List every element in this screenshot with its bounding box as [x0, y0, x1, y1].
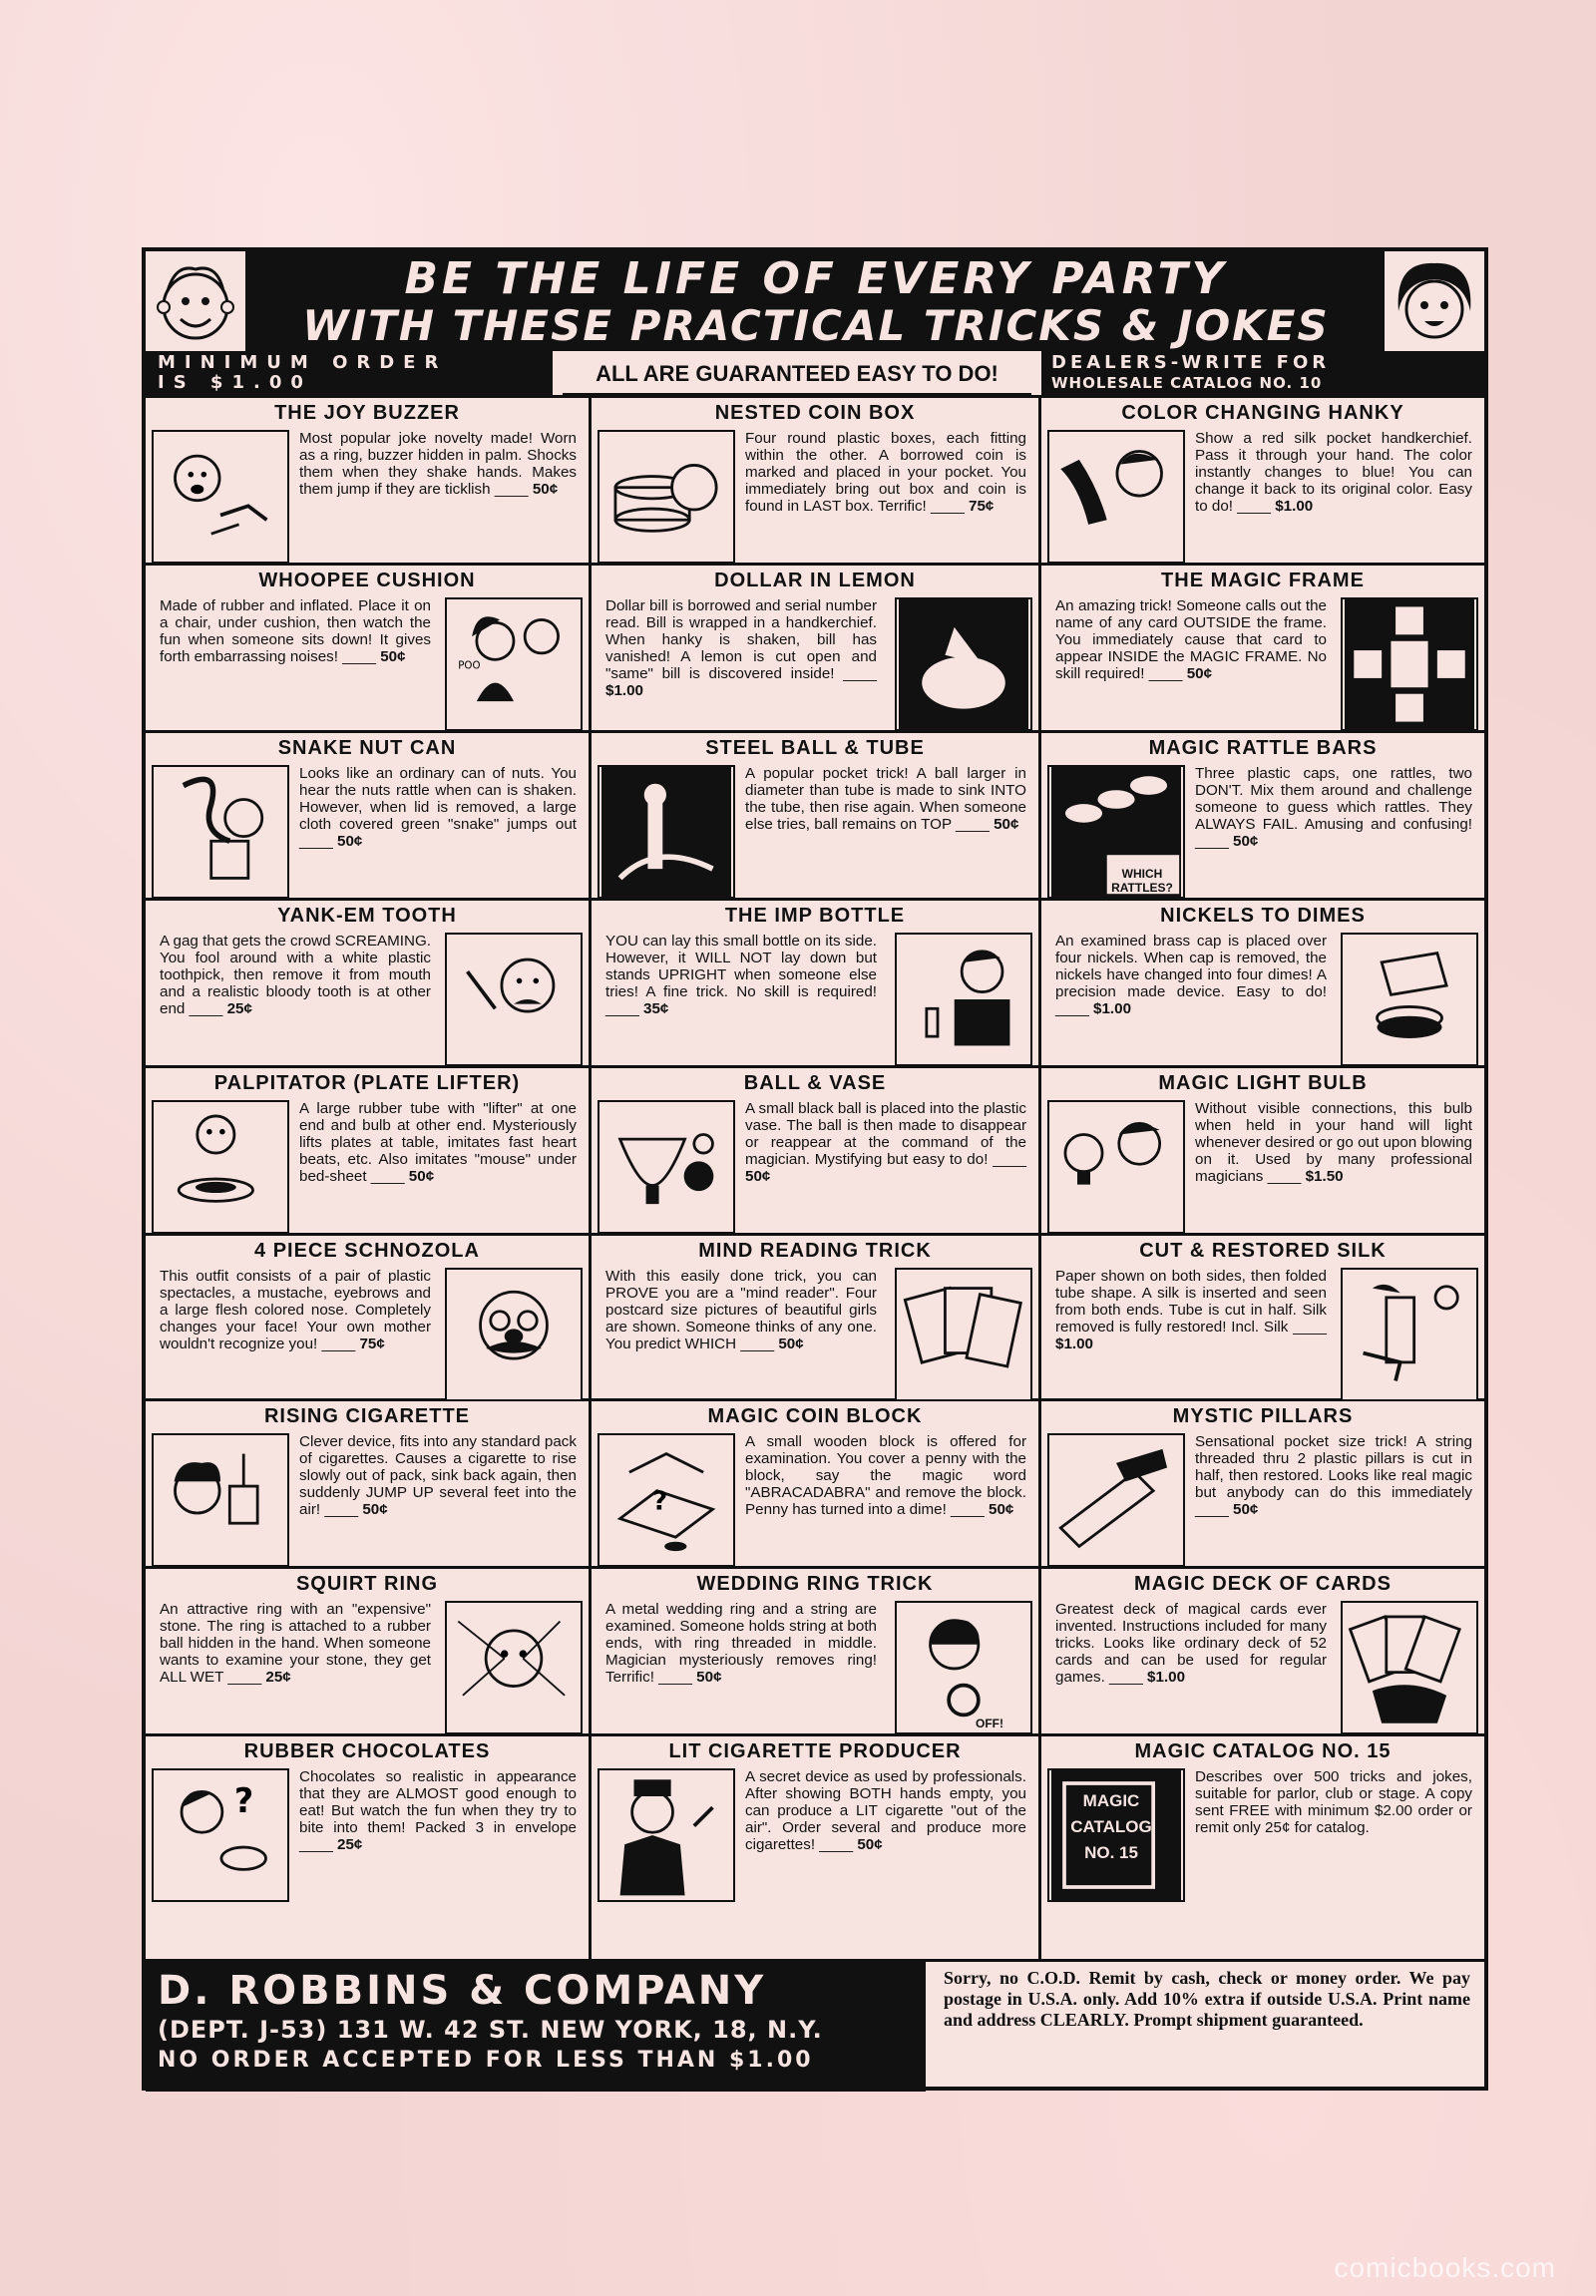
- illustration-caption: WHICH RATTLES?: [1111, 867, 1173, 895]
- schnozola-icon: [445, 1268, 583, 1401]
- product-title: MAGIC RATTLE BARS: [1148, 737, 1378, 759]
- chocolates-icon: [152, 1768, 289, 1902]
- lemon-icon: [895, 597, 1032, 731]
- product-title: THE MAGIC FRAME: [1161, 570, 1365, 591]
- product-title: SNAKE NUT CAN: [277, 737, 457, 759]
- product-item: [146, 901, 589, 1068]
- product-price: 50¢: [380, 648, 406, 665]
- product-item: [146, 1068, 589, 1236]
- product-item: [1041, 901, 1484, 1068]
- product-title: MAGIC COIN BLOCK: [707, 1405, 923, 1427]
- product-item: [592, 1736, 1038, 1962]
- product-item: [1041, 1236, 1484, 1401]
- product-description: An amazing trick! Someone calls out the name of any card OUTSIDE the frame. You immediately cause that card to appear INSIDE the MAGIC FRAME. No skill required! ____ 50¢: [1055, 597, 1327, 682]
- product-description: With this easily done trick, you can PROVE you are a "mind reader". Four postcard size pictures of beautiful girls are shown. Someone thinks of any one. You predict WHICH ____ 50¢: [605, 1268, 877, 1352]
- light-bulb-icon: [1047, 1100, 1185, 1234]
- illustration-caption: MAGIC CATALOG NO. 15: [1070, 1791, 1152, 1862]
- svg-text:POO: POO: [458, 660, 481, 672]
- company-name: D. ROBBINS & COMPANY: [158, 1968, 767, 2014]
- product-description: Four round plastic boxes, each fitting within the other. A borrowed coin is marked and placed in your pocket. You immediately bring out box and coin is found in LAST box. Terrific! ____ 75¢: [745, 430, 1026, 515]
- product-price: 50¢: [1186, 665, 1213, 682]
- product-price: $1.00: [1275, 498, 1314, 515]
- product-title: MAGIC CATALOG NO. 15: [1134, 1740, 1392, 1762]
- product-title: MAGIC DECK OF CARDS: [1134, 1573, 1392, 1595]
- boy-face-icon: [146, 251, 249, 351]
- illustration-caption: OFF!: [976, 1717, 1003, 1730]
- joy-buzzer-icon: [152, 430, 289, 564]
- company-address: (DEPT. J-53) 131 W. 42 ST. NEW YORK, 18, N.Y.: [158, 2016, 823, 2044]
- product-price: 35¢: [643, 1000, 669, 1017]
- product-title: COLOR CHANGING HANKY: [1121, 402, 1404, 424]
- minimum-order-note: NO ORDER ACCEPTED FOR LESS THAN $1.00: [158, 2048, 814, 2073]
- product-item: [1041, 1401, 1484, 1569]
- product-description: An attractive ring with an "expensive" stone. The ring is attached to a rubber ball hidden in the hand. When someone wants to examine your stone, they get ALL WET ____ 25¢: [160, 1601, 431, 1686]
- wedding-ring-icon: [895, 1601, 1032, 1734]
- deck-icon: [1341, 1601, 1478, 1734]
- product-title: BALL & VASE: [743, 1072, 887, 1094]
- product-description: YOU can lay this small bottle on its side. However, it WILL NOT lay down but stands UPRIGHT when someone else tries! A fine trick. No skill is required! ____ 35¢: [605, 933, 877, 1017]
- advertisement: [142, 247, 1488, 2091]
- sub-header: [146, 351, 1484, 395]
- rattle-bars-icon: [1047, 765, 1185, 899]
- magic-frame-icon: [1341, 597, 1478, 731]
- product-item: [146, 1401, 589, 1569]
- product-price: $1.00: [605, 682, 644, 699]
- product-title: THE IMP BOTTLE: [724, 905, 906, 927]
- plate-lifter-icon: [152, 1100, 289, 1234]
- product-title: MAGIC LIGHT BULB: [1158, 1072, 1368, 1094]
- nickels-icon: [1341, 933, 1478, 1066]
- company-block: [146, 1962, 926, 2092]
- product-item: [146, 398, 589, 566]
- product-title: NESTED COIN BOX: [714, 402, 916, 424]
- product-title: MIND READING TRICK: [698, 1240, 932, 1262]
- product-description: Made of rubber and inflated. Place it on a chair, under cushion, then watch the fun when someone sits down! It gives forth embarrassing noises! ____ 50¢: [160, 597, 431, 665]
- ball-tube-icon: [598, 765, 735, 899]
- product-title: PALPITATOR (PLATE LIFTER): [213, 1072, 521, 1094]
- product-description: A small black ball is placed into the plastic vase. The ball is then made to disappear or reappear at the command of the magician. Mystifying but easy to do! ____ 50¢: [745, 1100, 1026, 1185]
- product-price: 50¢: [989, 1501, 1014, 1518]
- product-price: $1.50: [1305, 1168, 1344, 1185]
- product-price: 50¢: [362, 1501, 388, 1518]
- product-item: [146, 1569, 589, 1736]
- dealers-banner: DEALERS-WRITE FOR WHOLESALE CATALOG NO. 10: [1041, 351, 1484, 395]
- ball-vase-icon: [598, 1100, 735, 1234]
- product-price: 25¢: [337, 1836, 363, 1853]
- product-price: $1.00: [1055, 1336, 1094, 1352]
- product-title: STEEL BALL & TUBE: [705, 737, 925, 759]
- product-item: [1041, 733, 1484, 901]
- product-title: 4 PIECE SCHNOZOLA: [254, 1240, 480, 1262]
- product-item: [592, 566, 1038, 733]
- product-title: CUT & RESTORED SILK: [1139, 1240, 1387, 1262]
- product-title: DOLLAR IN LEMON: [714, 570, 916, 591]
- product-description: Sensational pocket size trick! A string threaded thru 2 plastic pillars is cut in half, then restored. Looks like real magic but anybody can do this immediately ____ 50¢: [1195, 1433, 1472, 1518]
- product-description: Clever device, fits into any standard pack of cigarettes. Causes a cigarette to rise slowly out of pack, sink back again, then suddenly JUMP UP several feet into the air! ____ 50¢: [299, 1433, 577, 1518]
- product-description: Chocolates so realistic in appearance that they are ALMOST good enough to eat! But watch the fun when they try to bite into them! Packed 3 in envelope ____ 25¢: [299, 1768, 577, 1853]
- product-title: SQUIRT RING: [295, 1573, 439, 1595]
- magician-icon: [598, 1768, 735, 1902]
- silk-icon: [1341, 1268, 1478, 1401]
- product-item: [1041, 398, 1484, 566]
- product-item: [146, 1736, 589, 1962]
- product-description: Dollar bill is borrowed and serial number read. Bill is wrapped in a handkerchief. When hanky is shaken, bill has vanished! A lemon is cut open and "same" bill is discovered inside! ____ $1.00: [605, 597, 877, 699]
- product-description: A popular pocket trick! A ball larger in diameter than tube is made to sink INTO the tube, then rise again. When someone else tries, ball remains on TOP ____ 50¢: [745, 765, 1026, 833]
- squirt-ring-icon: [445, 1601, 583, 1734]
- product-title: WEDDING RING TRICK: [696, 1573, 934, 1595]
- product-title: WHOOPEE CUSHION: [258, 570, 476, 591]
- girl-face-icon: [1381, 251, 1484, 351]
- column-center: [592, 395, 1041, 1962]
- product-item: [146, 1236, 589, 1401]
- product-description: A secret device as used by professionals. After showing BOTH hands empty, you can produce a LIT cigarette "out of the air". Order several and produce more cigarettes! ____ 50¢: [745, 1768, 1026, 1853]
- product-price: 50¢: [337, 833, 363, 850]
- product-description: Greatest deck of magical cards ever invented. Instructions included for many tricks. Looks like ordinary deck of 52 cards and can be used for regular games. ____ $1.00: [1055, 1601, 1327, 1686]
- product-description: Without visible connections, this bulb when held in your hand will light whenever desired or go out upon blowing on it. Used by many professional magicians ____ $1.50: [1195, 1100, 1472, 1185]
- cards-icon: [895, 1268, 1032, 1401]
- watermark: comicbooks.com: [1334, 2252, 1556, 2283]
- product-description: Paper shown on both sides, then folded tube shape. A silk is inserted and seen from both ends. Tube is cut in half. Silk removed is fully restored! Incl. Silk ____ $1.00: [1055, 1268, 1327, 1352]
- product-description: An examined brass cap is placed over four nickels. When cap is removed, the nickels have changed into four dimes! A precision made device. Easy to do! ____ $1.00: [1055, 933, 1327, 1017]
- coin-box-icon: [598, 430, 735, 564]
- product-item: [592, 398, 1038, 566]
- product-title: LIT CIGARETTE PRODUCER: [668, 1740, 962, 1762]
- product-price: $1.00: [1147, 1669, 1186, 1686]
- product-price: 75¢: [969, 498, 995, 515]
- product-price: 50¢: [994, 816, 1019, 833]
- svg-text:?: ?: [233, 1780, 254, 1820]
- hanky-icon: [1047, 430, 1185, 564]
- guarantee-text: ALL ARE GUARANTEED EASY TO DO!: [563, 355, 1031, 396]
- imp-bottle-icon: [895, 933, 1032, 1066]
- product-description: A large rubber tube with "lifter" at one end and bulb at other end. Mysteriously lifts plates at table, imitates fast heart beats, etc. Also imitates "mouse" under bed-sheet ____ 50¢: [299, 1100, 577, 1185]
- product-title: NICKELS TO DIMES: [1160, 905, 1366, 927]
- product-description: A metal wedding ring and a string are examined. Someone holds string at both ends, with ring threaded in middle. Magician mysteriously removes ring! Terrific! ____ 50¢: [605, 1601, 877, 1686]
- product-description: Looks like an ordinary can of nuts. You hear the nuts rattle when can is shaken. However, when lid is removed, a large cloth covered green "snake" jumps out ____ 50¢: [299, 765, 577, 850]
- product-item: [1041, 566, 1484, 733]
- product-price: 50¢: [1233, 833, 1259, 850]
- product-price: 25¢: [265, 1669, 291, 1686]
- product-description: This outfit consists of a pair of plastic spectacles, a mustache, eyebrows and a large flesh colored nose. Completely changes your face! Your own mother wouldn't recognize you! ____ 75¢: [160, 1268, 431, 1352]
- product-item: [592, 1401, 1038, 1569]
- product-price: 50¢: [408, 1168, 435, 1185]
- whoopee-cushion-icon: [445, 597, 583, 731]
- product-price: $1.00: [1093, 1000, 1132, 1017]
- order-terms: Sorry, no C.O.D. Remit by cash, check or money order. We pay postage in U.S.A. only. Add 10% extra if outside U.S.A. Print name and address CLEARLY. Prompt shipment guaranteed.: [944, 1968, 1470, 2030]
- svg-text:?: ?: [652, 1486, 668, 1517]
- column-right: [1041, 395, 1484, 1962]
- product-price: 50¢: [532, 481, 559, 498]
- product-price: 50¢: [1233, 1501, 1259, 1518]
- product-description: A gag that gets the crowd SCREAMING. You fool around with a white plastic toothpick, then remove it from mouth and a realistic bloody tooth is at other end ____ 25¢: [160, 933, 431, 1017]
- product-item: [1041, 1569, 1484, 1736]
- order-footer: [146, 1959, 1484, 2092]
- product-price: 25¢: [226, 1000, 252, 1017]
- product-title: THE JOY BUZZER: [274, 402, 460, 424]
- product-description: Describes over 500 tricks and jokes, suitable for parlor, club or stage. A copy sent FREE with minimum $2.00 order or remit only 25¢ for catalog.: [1195, 1768, 1472, 1836]
- product-description: Most popular joke novelty made! Worn as a ring, buzzer hidden in palm. Shocks them when they shake hands. Makes them jump if they are ticklish ____ 50¢: [299, 430, 577, 498]
- ad-header: [146, 251, 1484, 351]
- snake-can-icon: [152, 765, 289, 899]
- product-item: [592, 1068, 1038, 1236]
- product-price: 50¢: [778, 1336, 804, 1352]
- catalog-icon: [1047, 1768, 1185, 1902]
- headline-line-2: WITH THESE PRACTICAL TRICKS & JOKES: [302, 301, 1330, 350]
- minimum-order-banner: MINIMUM ORDER IS $1.00: [146, 351, 553, 395]
- product-price: 50¢: [696, 1669, 722, 1686]
- product-item: [146, 566, 589, 733]
- rising-cigarette-icon: [152, 1433, 289, 1567]
- product-item: [592, 1569, 1038, 1736]
- product-item: [1041, 1736, 1484, 1962]
- product-item: [146, 733, 589, 901]
- product-title: RISING CIGARETTE: [263, 1405, 470, 1427]
- product-price: 75¢: [359, 1336, 385, 1352]
- tooth-icon: [445, 933, 583, 1066]
- product-title: MYSTIC PILLARS: [1172, 1405, 1354, 1427]
- product-description: Three plastic caps, one rattles, two DON'T. Mix them around and challenge someone to guess which rattles. They ALWAYS FAIL. Amusing and confusing! ____ 50¢: [1195, 765, 1472, 850]
- product-price: 50¢: [745, 1168, 771, 1185]
- product-title: YANK-EM TOOTH: [277, 905, 457, 927]
- product-price: 50¢: [857, 1836, 883, 1853]
- pillars-icon: [1047, 1433, 1185, 1567]
- product-title: RUBBER CHOCOLATES: [243, 1740, 491, 1762]
- product-item: [592, 1236, 1038, 1401]
- column-left: [146, 395, 592, 1962]
- product-item: [1041, 1068, 1484, 1236]
- product-item: [592, 901, 1038, 1068]
- product-item: [592, 733, 1038, 901]
- headline-line-1: BE THE LIFE OF EVERY PARTY: [404, 253, 1228, 304]
- product-description: Show a red silk pocket handkerchief. Pass it through your hand. The color instantly changes to blue! You can change it back to its original color. Easy to do! ____ $1.00: [1195, 430, 1472, 515]
- coin-block-icon: [598, 1433, 735, 1567]
- product-description: A small wooden block is offered for examination. You cover a penny with the block, say the magic word "ABRACADABRA" and remove the block. Penny has turned into a dime! ____ 50¢: [745, 1433, 1026, 1518]
